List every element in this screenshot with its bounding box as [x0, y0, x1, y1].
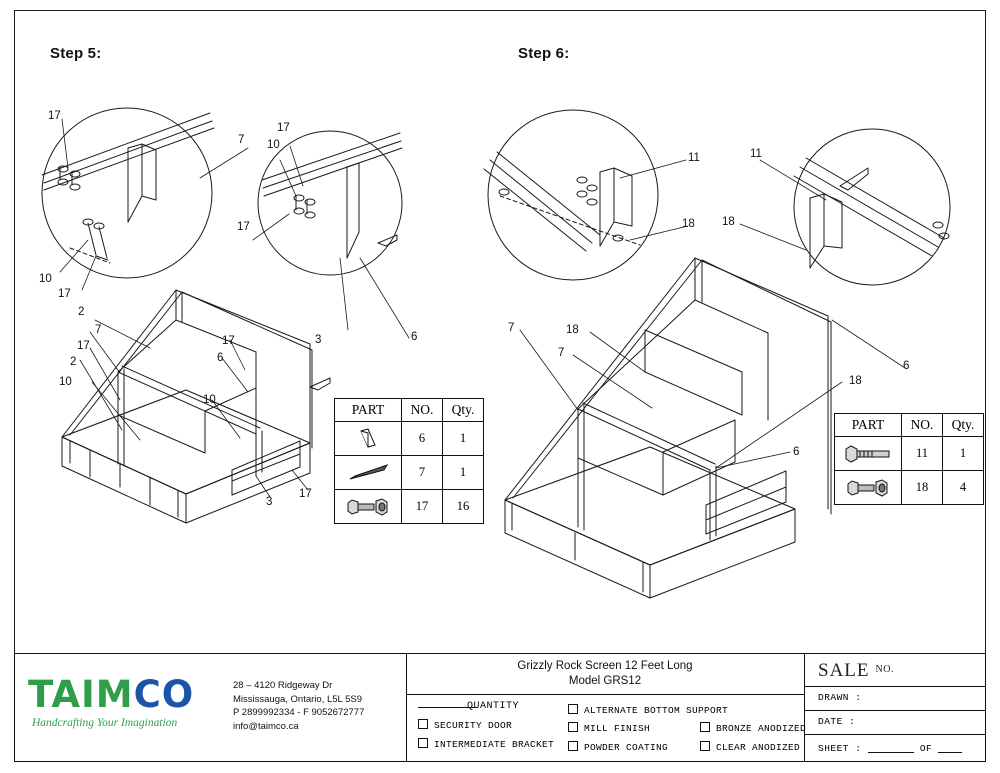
- table-row: [335, 490, 484, 524]
- logo-letter-i: I: [81, 673, 96, 716]
- product-title: [406, 659, 804, 689]
- checkbox-mill-finish[interactable]: [568, 722, 578, 732]
- long-bolt-icon: [835, 437, 902, 471]
- option-intermediate-bracket[interactable]: [418, 738, 554, 750]
- sheet-of-label: OF: [919, 743, 933, 754]
- date-row[interactable]: [818, 716, 855, 727]
- table-row: [335, 422, 484, 456]
- callout-3: 3: [315, 334, 322, 346]
- callout-10: 10: [267, 139, 280, 151]
- header-qty: Qty.: [943, 414, 984, 437]
- part-qty: 1: [943, 437, 984, 471]
- option-mill-finish[interactable]: [568, 722, 650, 734]
- quantity-label: QUANTITY: [466, 701, 519, 712]
- callout-18: 18: [566, 324, 579, 336]
- part-no: 18: [902, 471, 943, 505]
- sheet-number-blank[interactable]: [868, 742, 914, 753]
- callout-6: 6: [411, 331, 418, 343]
- option-bronze-anodized[interactable]: [700, 722, 806, 734]
- header-no: NO.: [902, 414, 943, 437]
- logo-tagline: Handcrafting Your Imagination: [32, 717, 178, 729]
- part-no: 6: [402, 422, 443, 456]
- table-header-row: [335, 399, 484, 422]
- logo-letter-a: A: [51, 673, 82, 716]
- logo-letter-m: M: [95, 673, 134, 716]
- checkbox-intermediate-bracket[interactable]: [418, 738, 428, 748]
- callout-10: 10: [203, 394, 216, 406]
- address-line-2: Mississauga, Ontario, L5L 5S9: [233, 693, 363, 705]
- date-label: DATE :: [818, 716, 856, 727]
- callout-17: 17: [48, 110, 61, 122]
- checkbox-bronze-anodized[interactable]: [700, 722, 710, 732]
- part-no: 17: [402, 490, 443, 524]
- option-label: SECURITY DOOR: [434, 720, 513, 731]
- part-qty: 4: [943, 471, 984, 505]
- callout-6: 6: [903, 360, 910, 372]
- table-header-row: [835, 414, 984, 437]
- checkbox-security-door[interactable]: [418, 719, 428, 729]
- sheet-row[interactable]: [818, 742, 962, 754]
- callout-17: 17: [222, 335, 235, 347]
- part-qty: 16: [443, 490, 484, 524]
- right-divider-3: [804, 734, 986, 735]
- product-name: Grizzly Rock Screen 12 Feet Long: [517, 660, 693, 672]
- option-label: INTERMEDIATE BRACKET: [434, 739, 555, 750]
- sale-number-field: [818, 660, 894, 682]
- logo-letter-o: O: [161, 673, 195, 716]
- bolt-nut-icon: [335, 490, 402, 524]
- part-no: 11: [902, 437, 943, 471]
- sheet-label: SHEET :: [818, 743, 862, 754]
- sale-label: SALE: [818, 660, 870, 681]
- callout-11: 11: [750, 148, 762, 160]
- callout-17: 17: [299, 488, 312, 500]
- parts-table-step5: [334, 398, 484, 524]
- callout-18: 18: [682, 218, 695, 230]
- product-model: Model GRS12: [568, 675, 642, 687]
- part-qty: 1: [443, 456, 484, 490]
- header-no: NO.: [402, 399, 443, 422]
- checkbox-clear-anodized[interactable]: [700, 741, 710, 751]
- parts-table-step6: [834, 413, 984, 505]
- bolt-nut-icon: [835, 471, 902, 505]
- option-label: BRONZE ANODIZED: [716, 723, 807, 734]
- sale-no-label: NO.: [875, 664, 894, 675]
- address-line-3: P 2899992334 - F 9052672777: [233, 707, 365, 718]
- step-6-title: Step 6:: [518, 45, 570, 62]
- callout-6: 6: [217, 352, 224, 364]
- part-no: 7: [402, 456, 443, 490]
- title-block-hline: [406, 694, 804, 695]
- callout-6: 6: [793, 446, 800, 458]
- checkbox-alternate-bottom-support[interactable]: [568, 704, 578, 714]
- company-logo: [28, 673, 195, 716]
- callout-17: 17: [58, 288, 71, 300]
- option-powder-coating[interactable]: [568, 741, 668, 753]
- option-clear-anodized[interactable]: [700, 741, 800, 753]
- callout-10: 10: [39, 273, 52, 285]
- callout-17: 17: [277, 122, 290, 134]
- right-divider-1: [804, 686, 986, 687]
- callout-7: 7: [238, 134, 245, 146]
- option-alternate-bottom-support[interactable]: [568, 704, 728, 716]
- table-row: [835, 471, 984, 505]
- rod-long-icon: [335, 456, 402, 490]
- option-label: MILL FINISH: [584, 723, 651, 734]
- option-label: ALTERNATE BOTTOM SUPPORT: [584, 705, 729, 716]
- option-security-door[interactable]: [418, 719, 512, 731]
- drawn-label: DRAWN :: [818, 692, 862, 703]
- callout-2: 2: [78, 306, 85, 318]
- header-part: PART: [835, 414, 902, 437]
- callout-7: 7: [508, 322, 515, 334]
- callout-18: 18: [722, 216, 735, 228]
- callout-18: 18: [849, 375, 862, 387]
- callout-2: 2: [70, 356, 77, 368]
- drawn-row[interactable]: [818, 692, 861, 703]
- company-address: [233, 679, 364, 733]
- callout-17: 17: [77, 340, 90, 352]
- rod-short-icon: [335, 422, 402, 456]
- table-row: [835, 437, 984, 471]
- option-label: CLEAR ANODIZED: [716, 742, 801, 753]
- callout-3: 3: [266, 496, 273, 508]
- callout-17: 17: [237, 221, 250, 233]
- logo-letter-t: T: [28, 673, 52, 716]
- part-qty: 1: [443, 422, 484, 456]
- sheet-border: [14, 10, 986, 762]
- checkbox-powder-coating[interactable]: [568, 741, 578, 751]
- table-row: [335, 456, 484, 490]
- callout-7: 7: [95, 324, 102, 336]
- step-5-title: Step 5:: [50, 45, 102, 62]
- header-qty: Qty.: [443, 399, 484, 422]
- title-block-divider-2: [804, 653, 805, 762]
- callout-7: 7: [558, 347, 565, 359]
- address-email: info@taimco.ca: [233, 720, 299, 732]
- option-label: POWDER COATING: [584, 742, 669, 753]
- right-divider-2: [804, 710, 986, 711]
- quantity-underline: [418, 707, 478, 708]
- header-part: PART: [335, 399, 402, 422]
- sheet-total-blank[interactable]: [938, 742, 962, 753]
- callout-10: 10: [59, 376, 72, 388]
- logo-letter-c: C: [133, 673, 162, 716]
- address-line-1: 28 – 4120 Ridgeway Dr: [233, 680, 333, 691]
- callout-11: 11: [688, 152, 700, 164]
